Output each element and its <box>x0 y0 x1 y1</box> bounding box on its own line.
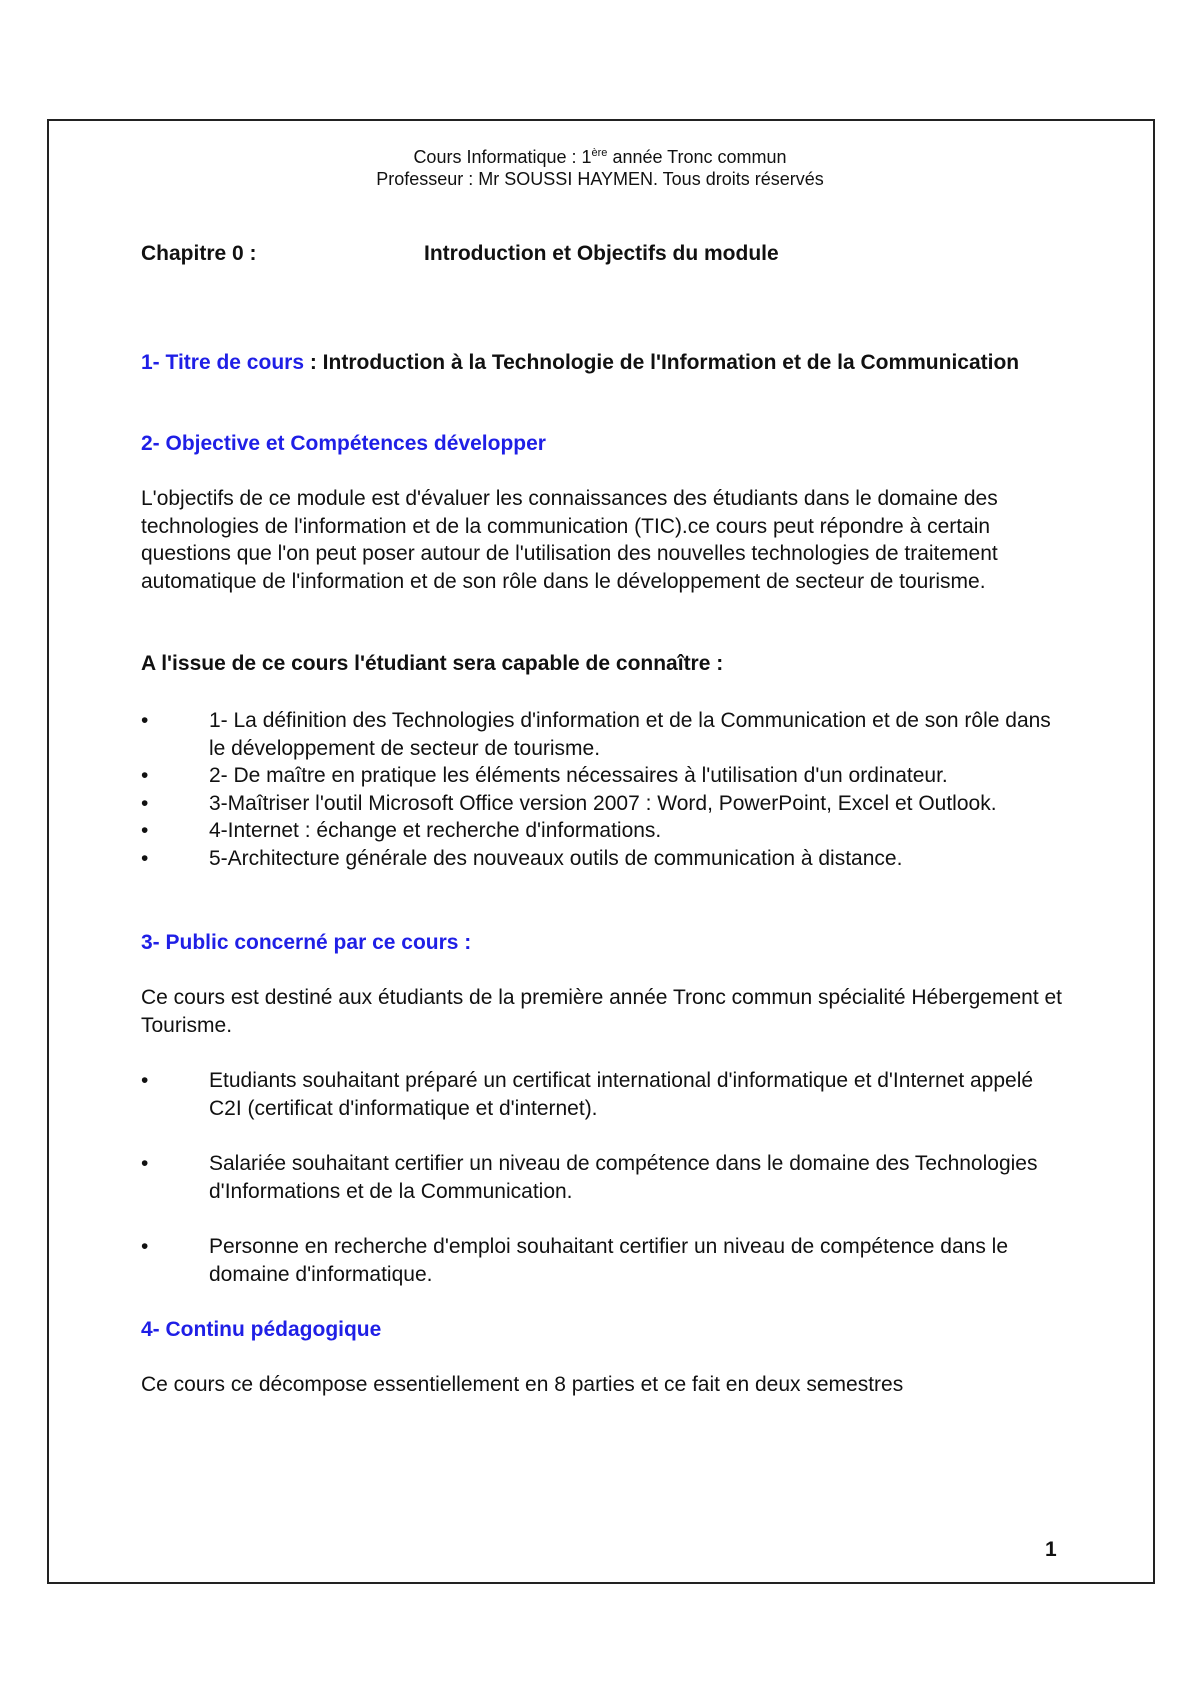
list-item: • 1- La définition des Technologies d'information et de la Communication et de son rôle dans le développement de secteur de tourisme. <box>141 709 1051 760</box>
section-1-heading: 1- Titre de cours <box>141 351 304 374</box>
header-professor-line: Professeur : Mr SOUSSI HAYMEN. Tous droits réservés <box>376 169 824 189</box>
document-header <box>0 142 1200 190</box>
bullet-icon: • <box>141 709 149 732</box>
section-3-heading: 3- Public concerné par ce cours : <box>141 931 472 954</box>
bullet-icon: • <box>141 791 149 815</box>
section-1-text: : Introduction à la Technologie de l'Information et de la Communication <box>304 351 1020 374</box>
objectives-list <box>141 707 1071 872</box>
bullet-icon: • <box>141 1069 149 1092</box>
list-item: • Salariée souhaitant certifier un niveau de compétence dans le domaine des Technologies d'Informations et de la Communication. <box>141 1152 1038 1203</box>
chapter-label: Chapitre 0 : <box>141 242 257 265</box>
section-4-paragraph: Ce cours ce décompose essentiellement en 8 parties et ce fait en deux semestres <box>141 1373 904 1396</box>
list-item: • 4-Internet : échange et recherche d'informations. <box>141 817 1071 845</box>
bullet-icon: • <box>141 1235 149 1258</box>
section-2-subheading: A l'issue de ce cours l'étudiant sera capable de connaître : <box>141 652 724 675</box>
audience-list-3 <box>141 1233 1071 1288</box>
section-2-paragraph: L'objectifs de ce module est d'évaluer les connaissances des étudiants dans le domaine des technologies de l'information et de la communication (TIC).ce cours peut répondre à certain questions que l'on peut poser autour de l'utilisation des nouvelles technologies de traitement automatique de l'information et de son rôle dans le développement de secteur de tourisme. <box>141 487 998 593</box>
bullet-icon: • <box>141 764 149 787</box>
section-1 <box>141 349 1071 377</box>
section-3-paragraph: Ce cours est destiné aux étudiants de la première année Tronc commun spécialité Hébergement et Tourisme. <box>141 986 1063 1037</box>
audience-list-1 <box>141 1067 1071 1122</box>
audience-list-2 <box>141 1150 1071 1205</box>
list-item: • 2- De maître en pratique les éléments nécessaires à l'utilisation d'un ordinateur. <box>141 762 1071 790</box>
list-item: • Personne en recherche d'emploi souhaitant certifier un niveau de compétence dans le domaine d'informatique. <box>141 1235 1009 1286</box>
list-item: • 3-Maîtriser l'outil Microsoft Office version 2007 : Word, PowerPoint, Excel et Outlook. <box>141 790 1071 818</box>
page-number: 1 <box>1045 1538 1057 1561</box>
list-item: • Etudiants souhaitant préparé un certificat international d'informatique et d'Internet appelé C2I (certificat d'informatique et d'internet). <box>141 1069 1034 1120</box>
section-4-heading: 4- Continu pédagogique <box>141 1318 382 1341</box>
bullet-icon: • <box>141 846 149 870</box>
bullet-icon: • <box>141 819 149 842</box>
chapter-title: Introduction et Objectifs du module <box>424 242 779 265</box>
bullet-icon: • <box>141 1152 149 1175</box>
list-item: • 5-Architecture générale des nouveaux outils de communication à distance. <box>141 845 1071 873</box>
header-course-line: Cours Informatique : 1ère année Tronc commun <box>413 147 787 167</box>
section-2-heading: 2- Objective et Compétences développer <box>141 432 546 455</box>
